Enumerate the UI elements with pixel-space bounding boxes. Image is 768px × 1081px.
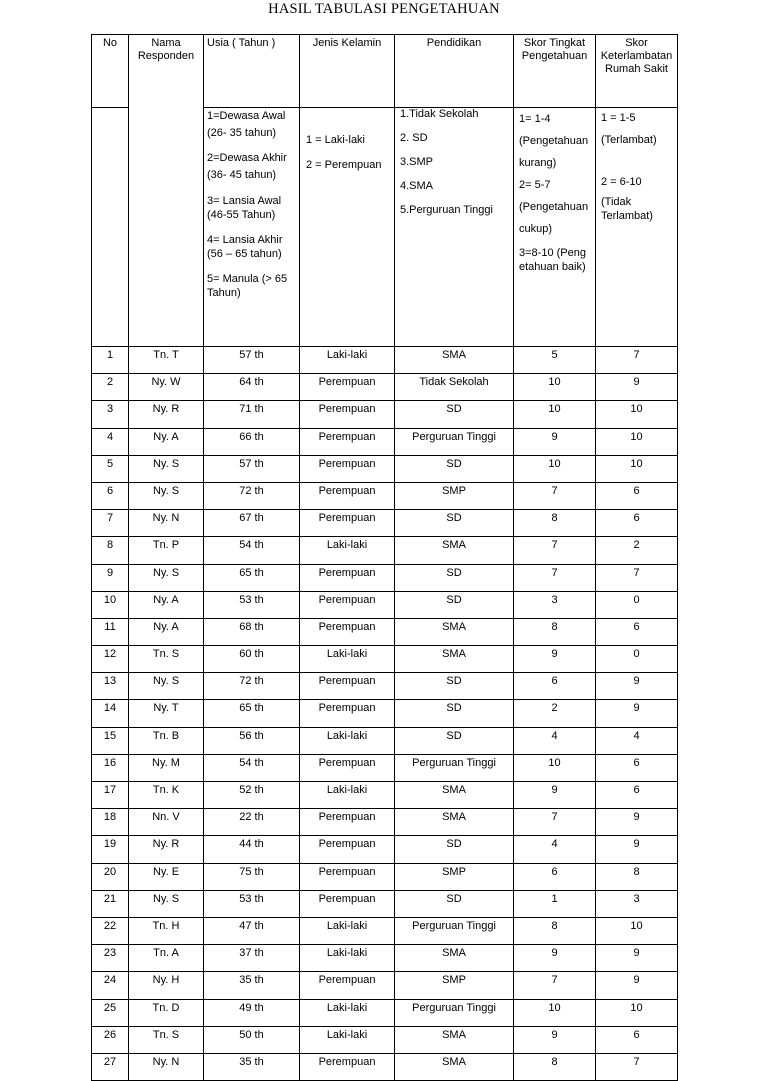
table-row xyxy=(92,537,678,564)
cell-usia: 72 th xyxy=(204,673,300,700)
cell-skor-pengetahuan: 9 xyxy=(514,428,596,455)
cell-no: 8 xyxy=(92,537,129,564)
cell-no: 26 xyxy=(92,1026,129,1053)
cell-usia: 35 th xyxy=(204,1053,300,1080)
legend-sp-3: 2= 5-7 xyxy=(519,179,551,191)
table-row xyxy=(92,700,678,727)
cell-no: 10 xyxy=(92,591,129,618)
table-row xyxy=(92,510,678,537)
table-row xyxy=(92,782,678,809)
cell-jenis-kelamin: Perempuan xyxy=(300,428,395,455)
cell-nama: Ny. M xyxy=(129,754,204,781)
cell-nama: Tn. P xyxy=(129,537,204,564)
cell-usia: 47 th xyxy=(204,917,300,944)
table-row xyxy=(92,999,678,1026)
cell-no: 11 xyxy=(92,618,129,645)
cell-skor-keterlambatan: 9 xyxy=(596,972,678,999)
cell-skor-keterlambatan: 9 xyxy=(596,673,678,700)
legend-jk-2: 2 = Perempuan xyxy=(306,159,382,171)
cell-nama: Ny. A xyxy=(129,591,204,618)
cell-jenis-kelamin: Perempuan xyxy=(300,455,395,482)
table-row xyxy=(92,972,678,999)
cell-jenis-kelamin: Laki-laki xyxy=(300,945,395,972)
cell-skor-pengetahuan: 7 xyxy=(514,809,596,836)
legend-jk-1: 1 = Laki-laki xyxy=(306,134,366,146)
cell-skor-keterlambatan: 3 xyxy=(596,890,678,917)
cell-usia: 56 th xyxy=(204,727,300,754)
cell-usia: 37 th xyxy=(204,945,300,972)
legend-sk-3: 2 = 6-10 xyxy=(601,176,642,188)
cell-nama: Ny. N xyxy=(129,510,204,537)
header-usia: Usia ( Tahun ) xyxy=(204,35,300,108)
table-row xyxy=(92,754,678,781)
cell-no: 5 xyxy=(92,455,129,482)
cell-pendidikan: Perguruan Tinggi xyxy=(395,917,514,944)
cell-jenis-kelamin: Perempuan xyxy=(300,482,395,509)
cell-pendidikan: SMA xyxy=(395,347,514,374)
cell-usia: 75 th xyxy=(204,863,300,890)
header-nama xyxy=(129,35,204,347)
cell-skor-pengetahuan: 8 xyxy=(514,618,596,645)
legend-pendidikan-4: 4.SMA xyxy=(400,180,434,192)
cell-no: 12 xyxy=(92,646,129,673)
cell-nama: Tn. K xyxy=(129,782,204,809)
table-row xyxy=(92,401,678,428)
table-row xyxy=(92,564,678,591)
legend-usia-3: 3= Lansia Awal (46-55 Tahun) xyxy=(207,195,282,221)
cell-nama: Tn. S xyxy=(129,646,204,673)
cell-skor-pengetahuan: 8 xyxy=(514,917,596,944)
cell-pendidikan: SD xyxy=(395,673,514,700)
cell-pendidikan: SMA xyxy=(395,782,514,809)
table-row xyxy=(92,890,678,917)
header-skor-keterlambatan: Skor Keterlambatan Rumah Sakit xyxy=(596,35,678,108)
header-jenis-kelamin: Jenis Kelamin xyxy=(300,35,395,108)
cell-usia: 57 th xyxy=(204,455,300,482)
cell-pendidikan: SMA xyxy=(395,945,514,972)
cell-skor-pengetahuan: 6 xyxy=(514,863,596,890)
cell-pendidikan: Perguruan Tinggi xyxy=(395,999,514,1026)
cell-usia: 44 th xyxy=(204,836,300,863)
cell-nama: Ny. S xyxy=(129,482,204,509)
cell-skor-pengetahuan: 4 xyxy=(514,727,596,754)
legend-usia-5: 5= Manula (> 65 Tahun) xyxy=(207,273,288,299)
cell-nama: Tn. H xyxy=(129,917,204,944)
cell-usia: 65 th xyxy=(204,564,300,591)
cell-nama: Ny. R xyxy=(129,836,204,863)
cell-nama: Ny. S xyxy=(129,564,204,591)
cell-skor-keterlambatan: 6 xyxy=(596,618,678,645)
cell-usia: 50 th xyxy=(204,1026,300,1053)
cell-nama: Tn. S xyxy=(129,1026,204,1053)
cell-skor-pengetahuan: 9 xyxy=(514,782,596,809)
cell-no: 17 xyxy=(92,782,129,809)
cell-skor-keterlambatan: 7 xyxy=(596,1053,678,1080)
legend-usia-4: 4= Lansia Akhir (56 – 65 tahun) xyxy=(207,234,283,260)
cell-no: 2 xyxy=(92,374,129,401)
cell-usia: 49 th xyxy=(204,999,300,1026)
cell-skor-pengetahuan: 10 xyxy=(514,374,596,401)
cell-no: 1 xyxy=(92,347,129,374)
cell-jenis-kelamin: Perempuan xyxy=(300,374,395,401)
tabulation-table xyxy=(91,34,678,1081)
legend-no-empty xyxy=(92,108,129,347)
cell-skor-keterlambatan: 2 xyxy=(596,537,678,564)
cell-pendidikan: SD xyxy=(395,836,514,863)
cell-skor-pengetahuan: 10 xyxy=(514,455,596,482)
cell-no: 15 xyxy=(92,727,129,754)
cell-no: 21 xyxy=(92,890,129,917)
cell-skor-pengetahuan: 10 xyxy=(514,999,596,1026)
table-row xyxy=(92,1053,678,1080)
table-row xyxy=(92,646,678,673)
cell-usia: 53 th xyxy=(204,890,300,917)
cell-no: 20 xyxy=(92,863,129,890)
cell-skor-keterlambatan: 7 xyxy=(596,347,678,374)
cell-pendidikan: Tidak Sekolah xyxy=(395,374,514,401)
cell-skor-pengetahuan: 9 xyxy=(514,1026,596,1053)
cell-skor-pengetahuan: 8 xyxy=(514,1053,596,1080)
legend-skor-pengetahuan xyxy=(514,108,596,347)
cell-jenis-kelamin: Perempuan xyxy=(300,591,395,618)
legend-sp-1: 1= 1-4 xyxy=(519,113,551,125)
cell-skor-keterlambatan: 8 xyxy=(596,863,678,890)
cell-no: 6 xyxy=(92,482,129,509)
cell-usia: 65 th xyxy=(204,700,300,727)
cell-skor-pengetahuan: 8 xyxy=(514,510,596,537)
cell-pendidikan: SMA xyxy=(395,618,514,645)
cell-nama: Ny. A xyxy=(129,618,204,645)
cell-nama: Ny. R xyxy=(129,401,204,428)
cell-pendidikan: SMA xyxy=(395,537,514,564)
cell-skor-keterlambatan: 6 xyxy=(596,754,678,781)
cell-usia: 53 th xyxy=(204,591,300,618)
page-title: HASIL TABULASI PENGETAHUAN xyxy=(268,1,500,17)
legend-sp-5: 3=8-10 (Pengetahuan baik) xyxy=(519,247,586,273)
cell-no: 22 xyxy=(92,917,129,944)
cell-nama: Ny. W xyxy=(129,374,204,401)
cell-nama: Ny. N xyxy=(129,1053,204,1080)
legend-pendidikan-2: 2. SD xyxy=(400,132,428,144)
table-row xyxy=(92,347,678,374)
cell-usia: 60 th xyxy=(204,646,300,673)
cell-skor-keterlambatan: 10 xyxy=(596,401,678,428)
cell-usia: 71 th xyxy=(204,401,300,428)
table-row xyxy=(92,455,678,482)
cell-nama: Tn. T xyxy=(129,347,204,374)
cell-nama: Ny. S xyxy=(129,455,204,482)
legend-pendidikan-5: 5.Perguruan Tinggi xyxy=(400,204,493,216)
cell-skor-keterlambatan: 6 xyxy=(596,510,678,537)
legend-sp-2: (Pengetahuan kurang) xyxy=(519,135,589,169)
header-pendidikan: Pendidikan xyxy=(395,35,514,108)
cell-no: 14 xyxy=(92,700,129,727)
cell-usia: 68 th xyxy=(204,618,300,645)
cell-no: 3 xyxy=(92,401,129,428)
cell-usia: 66 th xyxy=(204,428,300,455)
cell-jenis-kelamin: Perempuan xyxy=(300,972,395,999)
cell-jenis-kelamin: Perempuan xyxy=(300,890,395,917)
cell-skor-pengetahuan: 5 xyxy=(514,347,596,374)
cell-skor-pengetahuan: 10 xyxy=(514,401,596,428)
cell-nama: Nn. V xyxy=(129,809,204,836)
cell-pendidikan: SD xyxy=(395,401,514,428)
cell-no: 27 xyxy=(92,1053,129,1080)
cell-pendidikan: SMA xyxy=(395,646,514,673)
cell-no: 9 xyxy=(92,564,129,591)
cell-pendidikan: Perguruan Tinggi xyxy=(395,428,514,455)
header-no: No xyxy=(92,35,129,108)
table-row xyxy=(92,428,678,455)
legend-jenis-kelamin xyxy=(300,108,395,347)
cell-pendidikan: SMP xyxy=(395,482,514,509)
cell-jenis-kelamin: Perempuan xyxy=(300,618,395,645)
table-row xyxy=(92,618,678,645)
table-row xyxy=(92,727,678,754)
cell-pendidikan: Perguruan Tinggi xyxy=(395,754,514,781)
cell-nama: Tn. B xyxy=(129,727,204,754)
cell-skor-pengetahuan: 6 xyxy=(514,673,596,700)
table-row xyxy=(92,591,678,618)
cell-skor-pengetahuan: 2 xyxy=(514,700,596,727)
cell-usia: 22 th xyxy=(204,809,300,836)
legend-usia xyxy=(204,108,300,347)
cell-skor-keterlambatan: 6 xyxy=(596,782,678,809)
cell-skor-keterlambatan: 9 xyxy=(596,809,678,836)
header-row xyxy=(92,35,678,108)
cell-usia: 52 th xyxy=(204,782,300,809)
cell-nama: Tn. A xyxy=(129,945,204,972)
cell-nama: Ny. E xyxy=(129,863,204,890)
cell-no: 18 xyxy=(92,809,129,836)
legend-pendidikan xyxy=(395,108,514,347)
cell-skor-keterlambatan: 6 xyxy=(596,1026,678,1053)
cell-usia: 57 th xyxy=(204,347,300,374)
cell-pendidikan: SD xyxy=(395,591,514,618)
cell-pendidikan: SMP xyxy=(395,863,514,890)
cell-skor-pengetahuan: 7 xyxy=(514,564,596,591)
legend-sp-4: (Pengetahuan cukup) xyxy=(519,201,589,235)
cell-pendidikan: SD xyxy=(395,510,514,537)
cell-skor-pengetahuan: 9 xyxy=(514,646,596,673)
cell-nama: Tn. D xyxy=(129,999,204,1026)
cell-jenis-kelamin: Perempuan xyxy=(300,401,395,428)
cell-jenis-kelamin: Perempuan xyxy=(300,700,395,727)
cell-usia: 72 th xyxy=(204,482,300,509)
cell-skor-pengetahuan: 7 xyxy=(514,482,596,509)
cell-no: 7 xyxy=(92,510,129,537)
cell-jenis-kelamin: Laki-laki xyxy=(300,347,395,374)
cell-jenis-kelamin: Perempuan xyxy=(300,836,395,863)
cell-skor-keterlambatan: 9 xyxy=(596,374,678,401)
cell-jenis-kelamin: Laki-laki xyxy=(300,782,395,809)
table-row xyxy=(92,673,678,700)
cell-nama: Ny. H xyxy=(129,972,204,999)
legend-sk-2: (Terlambat) xyxy=(601,134,657,146)
cell-pendidikan: SMA xyxy=(395,809,514,836)
cell-skor-keterlambatan: 7 xyxy=(596,564,678,591)
cell-pendidikan: SD xyxy=(395,727,514,754)
cell-nama: Ny. T xyxy=(129,700,204,727)
cell-no: 4 xyxy=(92,428,129,455)
cell-skor-pengetahuan: 7 xyxy=(514,537,596,564)
table-row xyxy=(92,809,678,836)
cell-no: 25 xyxy=(92,999,129,1026)
cell-no: 24 xyxy=(92,972,129,999)
table-row xyxy=(92,374,678,401)
cell-jenis-kelamin: Perempuan xyxy=(300,564,395,591)
legend-pendidikan-3: 3.SMP xyxy=(400,156,434,168)
cell-jenis-kelamin: Laki-laki xyxy=(300,727,395,754)
table-row xyxy=(92,945,678,972)
cell-usia: 35 th xyxy=(204,972,300,999)
cell-pendidikan: SMA xyxy=(395,1026,514,1053)
cell-pendidikan: SD xyxy=(395,564,514,591)
cell-skor-pengetahuan: 9 xyxy=(514,945,596,972)
cell-pendidikan: SD xyxy=(395,700,514,727)
table-row xyxy=(92,863,678,890)
legend-usia-1: 1=Dewasa Awal (26- 35 tahun) xyxy=(207,110,286,139)
cell-pendidikan: SD xyxy=(395,455,514,482)
legend-pendidikan-1: 1.Tidak Sekolah xyxy=(400,108,479,120)
cell-jenis-kelamin: Perempuan xyxy=(300,1053,395,1080)
cell-skor-pengetahuan: 7 xyxy=(514,972,596,999)
cell-nama: Ny. S xyxy=(129,673,204,700)
cell-skor-keterlambatan: 10 xyxy=(596,999,678,1026)
legend-sk-4: (Tidak Terlambat) xyxy=(601,196,653,222)
cell-skor-keterlambatan: 9 xyxy=(596,945,678,972)
cell-pendidikan: SMA xyxy=(395,1053,514,1080)
table-row xyxy=(92,917,678,944)
cell-jenis-kelamin: Laki-laki xyxy=(300,1026,395,1053)
legend-sk-1: 1 = 1-5 xyxy=(601,112,636,124)
cell-jenis-kelamin: Perempuan xyxy=(300,754,395,781)
cell-skor-keterlambatan: 10 xyxy=(596,455,678,482)
cell-nama: Ny. A xyxy=(129,428,204,455)
cell-skor-pengetahuan: 10 xyxy=(514,754,596,781)
cell-skor-keterlambatan: 6 xyxy=(596,482,678,509)
cell-usia: 67 th xyxy=(204,510,300,537)
cell-usia: 64 th xyxy=(204,374,300,401)
cell-skor-keterlambatan: 9 xyxy=(596,700,678,727)
cell-no: 16 xyxy=(92,754,129,781)
header-nama-text: Nama Responden xyxy=(137,37,195,62)
cell-no: 23 xyxy=(92,945,129,972)
cell-skor-keterlambatan: 4 xyxy=(596,727,678,754)
cell-skor-pengetahuan: 1 xyxy=(514,890,596,917)
cell-skor-keterlambatan: 0 xyxy=(596,646,678,673)
legend-skor-keterlambatan xyxy=(596,108,678,347)
cell-jenis-kelamin: Laki-laki xyxy=(300,537,395,564)
cell-nama: Ny. S xyxy=(129,890,204,917)
cell-jenis-kelamin: Perempuan xyxy=(300,510,395,537)
cell-skor-pengetahuan: 4 xyxy=(514,836,596,863)
cell-pendidikan: SD xyxy=(395,890,514,917)
table-row xyxy=(92,482,678,509)
cell-pendidikan: SMP xyxy=(395,972,514,999)
cell-no: 19 xyxy=(92,836,129,863)
cell-jenis-kelamin: Laki-laki xyxy=(300,917,395,944)
cell-jenis-kelamin: Laki-laki xyxy=(300,999,395,1026)
cell-jenis-kelamin: Perempuan xyxy=(300,809,395,836)
cell-skor-keterlambatan: 10 xyxy=(596,428,678,455)
cell-jenis-kelamin: Perempuan xyxy=(300,673,395,700)
table-row xyxy=(92,1026,678,1053)
header-skor-pengetahuan: Skor Tingkat Pengetahuan xyxy=(514,35,596,108)
legend-usia-2: 2=Dewasa Akhir (36- 45 tahun) xyxy=(207,152,287,181)
cell-usia: 54 th xyxy=(204,754,300,781)
cell-skor-keterlambatan: 0 xyxy=(596,591,678,618)
cell-skor-keterlambatan: 10 xyxy=(596,917,678,944)
cell-usia: 54 th xyxy=(204,537,300,564)
cell-jenis-kelamin: Laki-laki xyxy=(300,646,395,673)
cell-jenis-kelamin: Perempuan xyxy=(300,863,395,890)
cell-skor-pengetahuan: 3 xyxy=(514,591,596,618)
cell-no: 13 xyxy=(92,673,129,700)
table-row xyxy=(92,836,678,863)
cell-skor-keterlambatan: 9 xyxy=(596,836,678,863)
